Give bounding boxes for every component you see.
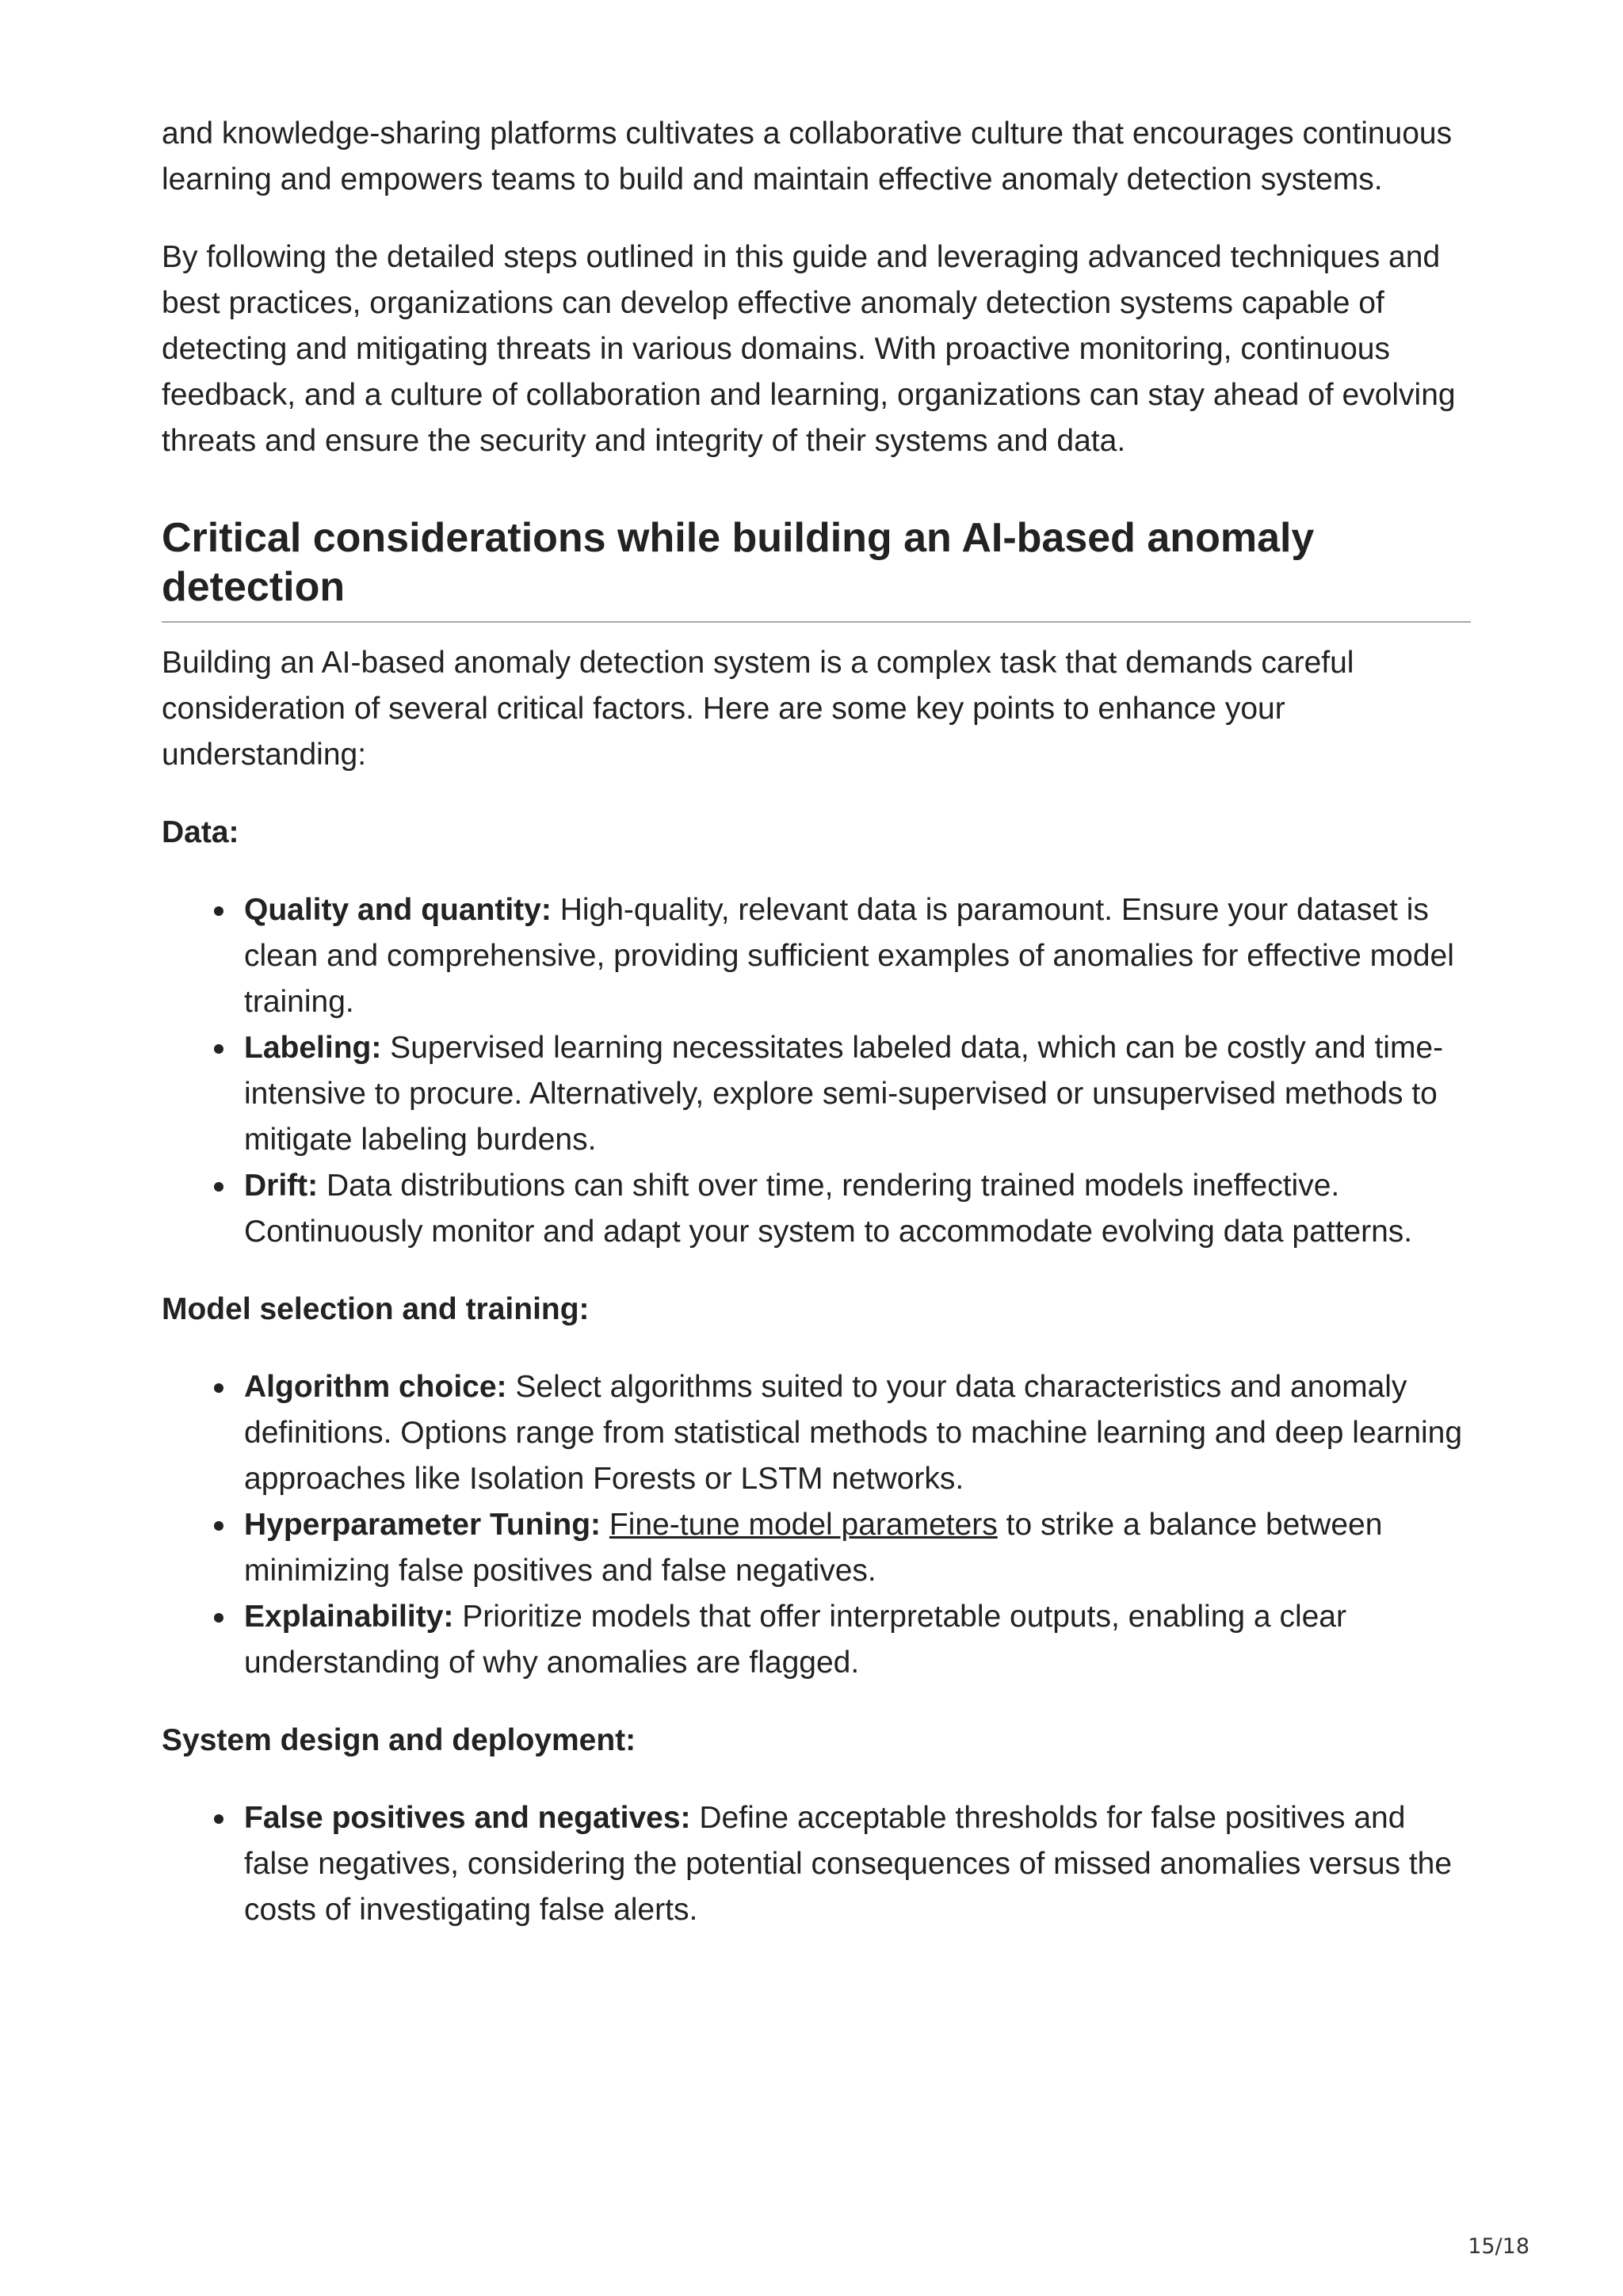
list-item-term: Labeling: — [244, 1031, 382, 1065]
section-intro-paragraph: Building an AI-based anomaly detection system is a complex task that demands careful consideration of several critical factors. Here are some key points to enhance your understanding: — [162, 646, 1354, 772]
data-list — [162, 887, 1471, 1255]
list-item-text: to strike a balance between minimizing false positives and false negatives. — [244, 1508, 1383, 1588]
document-page — [162, 111, 1471, 1965]
list-item — [244, 1594, 1471, 1686]
list-item — [244, 1795, 1471, 1933]
intro-paragraph-2: By following the detailed steps outlined in this guide and leveraging advanced techniques and best practices, organizations can develop effective anomaly detection systems capable of detecting and mitigating threats in various domains. With proactive monitoring, continuous feedback, and a culture of collaboration and learning, organizations can stay ahead of evolving threats and ensure the security and integrity of their systems and data. — [162, 240, 1456, 458]
list-item — [244, 1163, 1471, 1255]
list-item — [244, 1025, 1471, 1163]
list-item-text: High-quality, relevant data is paramount. Ensure your dataset is clean and comprehensive, providing sufficient examples of anomalies for effective model training. — [244, 893, 1454, 1019]
list-item — [244, 1364, 1471, 1502]
fine-tune-parameters-link[interactable]: Fine-tune model parameters — [609, 1508, 998, 1542]
system-design-list — [162, 1795, 1471, 1933]
list-item-term: Explainability: — [244, 1600, 454, 1634]
subheading-system-design: System design and deployment: — [162, 1723, 636, 1757]
list-item-term: False positives and negatives: — [244, 1801, 691, 1835]
list-item-text: Define acceptable thresholds for false positives and false negatives, considering the potential consequences of missed anomalies versus the costs of investigating false alerts. — [244, 1801, 1453, 1927]
list-item-term: Drift: — [244, 1169, 319, 1203]
section-heading: Critical considerations while building an AI-based anomaly detection — [162, 513, 1471, 623]
subheading-data: Data: — [162, 815, 239, 849]
list-item-text: Data distributions can shift over time, rendering trained models ineffective. Continuously monitor and adapt your system to accommodate evolving data patterns. — [244, 1169, 1413, 1249]
list-item — [244, 887, 1471, 1025]
list-item-term: Algorithm choice: — [244, 1370, 507, 1404]
list-item-text: Select algorithms suited to your data characteristics and anomaly definitions. Options range from statistical methods to machine learning and deep learning approaches like Isolation Forests or LSTM networks. — [244, 1370, 1463, 1496]
page-number: 15/18 — [1468, 2234, 1529, 2259]
list-item-text: Supervised learning necessitates labeled data, which can be costly and time-intensive to procure. Alternatively, explore semi-supervised or unsupervised methods to mitigate labeling burdens. — [244, 1031, 1444, 1157]
model-selection-list — [162, 1364, 1471, 1686]
list-item — [244, 1502, 1471, 1594]
list-item-term: Hyperparameter Tuning: — [244, 1508, 601, 1542]
subheading-model-selection: Model selection and training: — [162, 1292, 590, 1326]
list-item-text: Prioritize models that offer interpretable outputs, enabling a clear understanding of why anomalies are flagged. — [244, 1600, 1346, 1680]
list-item-space — [601, 1508, 609, 1542]
intro-paragraph-1: and knowledge-sharing platforms cultivates a collaborative culture that encourages continuous learning and empowers teams to build and maintain effective anomaly detection systems. — [162, 116, 1453, 196]
list-item-term: Quality and quantity: — [244, 893, 552, 927]
